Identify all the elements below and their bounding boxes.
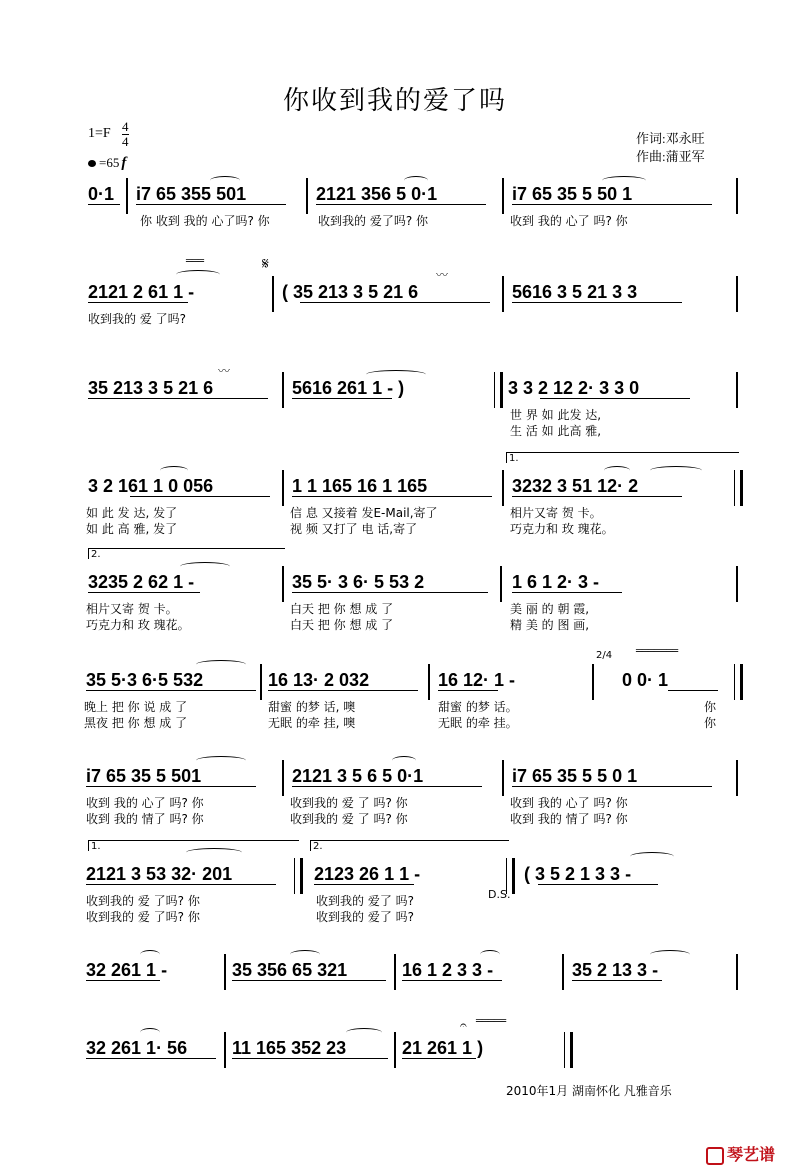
rhythm-underline [512,496,682,497]
slur-arc [602,176,646,185]
measure: 1 6 1 2· 3 - [512,572,600,592]
lyric-segment: 收到我的 爱了 吗? [316,910,414,924]
barline [736,178,738,214]
lyric-segment: 生 活 如 此高 雅, [510,424,602,438]
mordent-icon: 〰 [218,364,231,378]
measure: i7 65 35 5 50 1 [512,184,633,204]
measure: i7 65 35 5 501 [86,766,202,786]
rhythm-underline [292,496,492,497]
time-signature: 4 4 [122,119,129,149]
lyricist-credit: 作词:邓永旺 [636,131,705,146]
slur-arc [650,466,702,475]
barline [224,1032,226,1068]
rhythm-underline [88,302,188,303]
lyric-line [0,212,790,228]
rhythm-underline [232,980,386,981]
measure: 35 5·3 6·5 532 [86,670,204,690]
lyric-segment: 美 丽 的 朝 霞, [510,602,590,616]
dal-segno-marking: D.S. [488,888,511,901]
lyric-segment: 收到 我的 情了 吗? 你 [86,812,204,826]
barline [500,566,502,602]
lyric-line [0,698,790,714]
lyric-segment: 世 界 如 此发 达, [510,408,602,422]
rhythm-underline [402,980,502,981]
lyric-line [0,310,790,326]
measure: 0·1 [88,184,115,204]
lyric-segment: 白天 把 你 想 成 了 [290,602,394,616]
lyric-segment: 甜蜜 的梦 话, 噢 [268,700,356,714]
slur-arc [392,756,416,765]
measure: 5616 3 5 21 3 3 [512,282,638,302]
lyric-segment: 如 此 发 达, 发了 [86,506,178,520]
slur-arc [630,852,674,861]
dynamic-marking: f [121,155,127,171]
slur-arc [404,176,428,185]
barline [428,664,430,700]
measure: 16 1 2 3 3 - [402,960,494,980]
lyric-segment: 收到我的 爱 了 吗? 你 [290,812,408,826]
lyric-segment: 巧克力和 玫 瑰花。 [86,618,190,632]
measure: 3 3 2 12 2· 3 3 0 [508,378,640,398]
rhythm-underline [232,1058,388,1059]
footer-credit: 2010年1月 湖南怀化 凡雅音乐 [506,1084,672,1098]
measure: ( 35 213 3 5 21 6 [282,282,419,302]
barline [224,954,226,990]
measure: 5616 261 1 - ) [292,378,405,398]
lyric-segment: 你 [704,700,717,714]
barline [260,664,262,700]
lyric-segment: 黑夜 把 你 想 成 了 [84,716,188,730]
site-logo: 琴艺谱 [706,1142,775,1165]
rhythm-underline [314,884,414,885]
lyric-segment: 收到我的 爱 了吗? [88,312,186,326]
barline [282,566,284,602]
barline [736,276,738,312]
composer-credit: 作曲:蒲亚军 [636,149,705,164]
slur-arc [650,950,690,959]
slur-arc [196,756,246,765]
lyric-line [0,504,790,520]
rhythm-underline [88,592,200,593]
lyric-segment: 收到 我的 情了 吗? 你 [510,812,628,826]
meter-change: 2/4 [596,650,613,661]
measure: 35 356 65 321 [232,960,348,980]
notation-row [0,572,790,594]
lyric-segment: 巧克力和 玫 瑰花。 [510,522,614,536]
barline [562,954,564,990]
rhythm-underline [86,884,276,885]
barline [502,276,504,312]
lyric-segment: 收到我的 爱 了吗? 你 [86,910,200,924]
rhythm-underline [438,690,498,691]
measure: 2121 2 61 1 - [88,282,195,302]
measure: 0 0· 1 [622,670,669,690]
lyric-segment: 收到我的 爱了吗? 你 [318,214,428,228]
lyric-line [0,406,790,422]
lyric-line [0,794,790,810]
slur-arc [290,950,320,959]
notation-row [0,864,790,886]
key-signature: 1=F [88,126,111,141]
notation-row [0,476,790,498]
barline [736,372,738,408]
barline [736,760,738,796]
slur-arc [176,270,220,279]
measure: 1 1 165 16 1 165 [292,476,428,496]
lyric-segment: 信 息 又接着 发E-Mail,寄了 [290,506,438,520]
lyric-segment: 晚上 把 你 说 成 了 [84,700,188,714]
barline [272,276,274,312]
rhythm-underline [402,1058,476,1059]
lyric-segment: 无眠 的牵 挂, 噢 [268,716,356,730]
lyric-segment: 相片又寄 贺 卡。 [86,602,178,616]
rhythm-underline [668,690,718,691]
lyric-segment: 白天 把 你 想 成 了 [290,618,394,632]
lyric-line [0,892,790,908]
barline [306,178,308,214]
measure: 3232 3 51 12· 2 [512,476,639,496]
volta-bracket: 1. [88,840,299,851]
lyric-line [0,616,790,632]
lyric-line [0,810,790,826]
lyric-segment: 无眠 的牵 挂。 [438,716,518,730]
slur-arc [160,466,188,475]
barline [394,954,396,990]
glissando-icon: ═══ [186,256,205,267]
barline [282,470,284,506]
lyric-segment: 收到 我的 心了 吗? 你 [510,214,628,228]
lyric-segment: 精 美 的 图 画, [510,618,590,632]
volta-bracket: 2. [310,840,509,851]
notation-row [0,766,790,788]
notation-row [0,282,790,304]
rhythm-underline [86,1058,216,1059]
lyric-line [0,600,790,616]
rhythm-underline [86,786,256,787]
rhythm-underline [538,884,658,885]
barline [592,664,594,700]
notation-row [0,378,790,400]
lyric-line [0,520,790,536]
measure: 35 2 13 3 - [572,960,659,980]
slur-arc [366,370,426,379]
slur-arc [480,950,500,959]
slur-arc [604,466,630,475]
rhythm-underline [292,786,482,787]
slur-arc [140,1028,160,1037]
notation-row [0,960,790,982]
measure: 16 13· 2 032 [268,670,370,690]
lyric-segment: 收到我的 爱 了 吗? 你 [290,796,408,810]
slur-arc [210,176,240,185]
lyric-segment: 收到我的 爱 了吗? 你 [86,894,200,908]
repeat-end-barline [734,470,743,506]
barline [502,760,504,796]
repeat-start-barline [734,664,743,700]
glissando-icon: ═════ [476,1016,507,1027]
quarter-note-icon [88,160,96,167]
lyric-line [0,714,790,730]
barline [502,178,504,214]
rhythm-underline [292,398,392,399]
measure: 2121 3 5 6 5 0·1 [292,766,424,786]
rhythm-underline [86,690,256,691]
barline [282,372,284,408]
lyric-segment: 你 [704,716,717,730]
rhythm-underline [512,592,622,593]
rhythm-underline [292,592,488,593]
final-barline [564,1032,573,1068]
measure: 35 213 3 5 21 6 [88,378,214,398]
slur-arc [180,562,230,571]
lyric-segment: 你 收到 我的 心了吗? 你 [140,214,270,228]
segno-icon: 𝄋 [262,254,269,273]
slur-arc [140,950,160,959]
logo-icon [706,1147,724,1165]
rhythm-underline [88,204,120,205]
measure: 35 5· 3 6· 5 53 2 [292,572,425,592]
measure: ( 3 5 2 1 3 3 - [524,864,632,884]
measure: 2123 26 1 1 - [314,864,421,884]
notation-row [0,670,790,692]
rhythm-underline [88,398,268,399]
lyric-segment: 甜蜜 的梦 话。 [438,700,518,714]
barline [282,760,284,796]
lyric-line [0,422,790,438]
measure: 16 12· 1 - [438,670,516,690]
slur-arc [196,660,246,669]
lyric-segment: 收到我的 爱了 吗? [316,894,414,908]
rhythm-underline [512,786,712,787]
glissando-icon: ═══════ [636,646,679,657]
rhythm-underline [512,204,712,205]
lyric-segment: 如 此 高 雅, 发了 [86,522,178,536]
song-title: 你收到我的爱了吗 [282,86,507,115]
volta-bracket: 2. [88,548,285,559]
measure: i7 65 35 5 5 0 1 [512,766,638,786]
rhythm-underline [268,690,418,691]
slur-arc [186,848,242,857]
barline [126,178,128,214]
measure: 3235 2 62 1 - [88,572,195,592]
rhythm-underline [512,302,682,303]
barline [736,954,738,990]
lyric-segment: 收到 我的 心了 吗? 你 [510,796,628,810]
notation-row [0,1038,790,1060]
lyric-segment: 收到 我的 心了 吗? 你 [86,796,204,810]
measure: 32 261 1 - [86,960,168,980]
measure: 32 261 1· 56 [86,1038,188,1058]
tempo-marking: =65 f [88,155,126,172]
measure: 2121 356 5 0·1 [316,184,438,204]
slur-arc [346,1028,382,1037]
mordent-icon: 〰 [436,268,449,282]
notation-row [0,184,790,206]
lyric-line [0,908,790,924]
volta-bracket: 1. [506,452,739,463]
measure: 2121 3 53 32· 201 [86,864,233,884]
measure: 11 165 352 23 [232,1038,347,1058]
rhythm-underline [130,496,270,497]
lyric-segment: 相片又寄 贺 卡。 [510,506,602,520]
rhythm-underline [136,204,286,205]
barline [502,470,504,506]
repeat-end-barline [294,858,303,894]
rhythm-underline [86,980,160,981]
repeat-start-barline [494,372,503,408]
measure: i7 65 355 501 [136,184,247,204]
rhythm-underline [316,204,486,205]
rhythm-underline [572,980,662,981]
measure: 3 2 161 1 0 056 [88,476,214,496]
fermata-icon: 𝄐 [460,1018,467,1032]
rhythm-underline [540,398,690,399]
barline [394,1032,396,1068]
barline [736,566,738,602]
rhythm-underline [300,302,490,303]
lyric-segment: 视 频 又打了 电 话,寄了 [290,522,418,536]
measure: 21 261 1 ) [402,1038,484,1058]
